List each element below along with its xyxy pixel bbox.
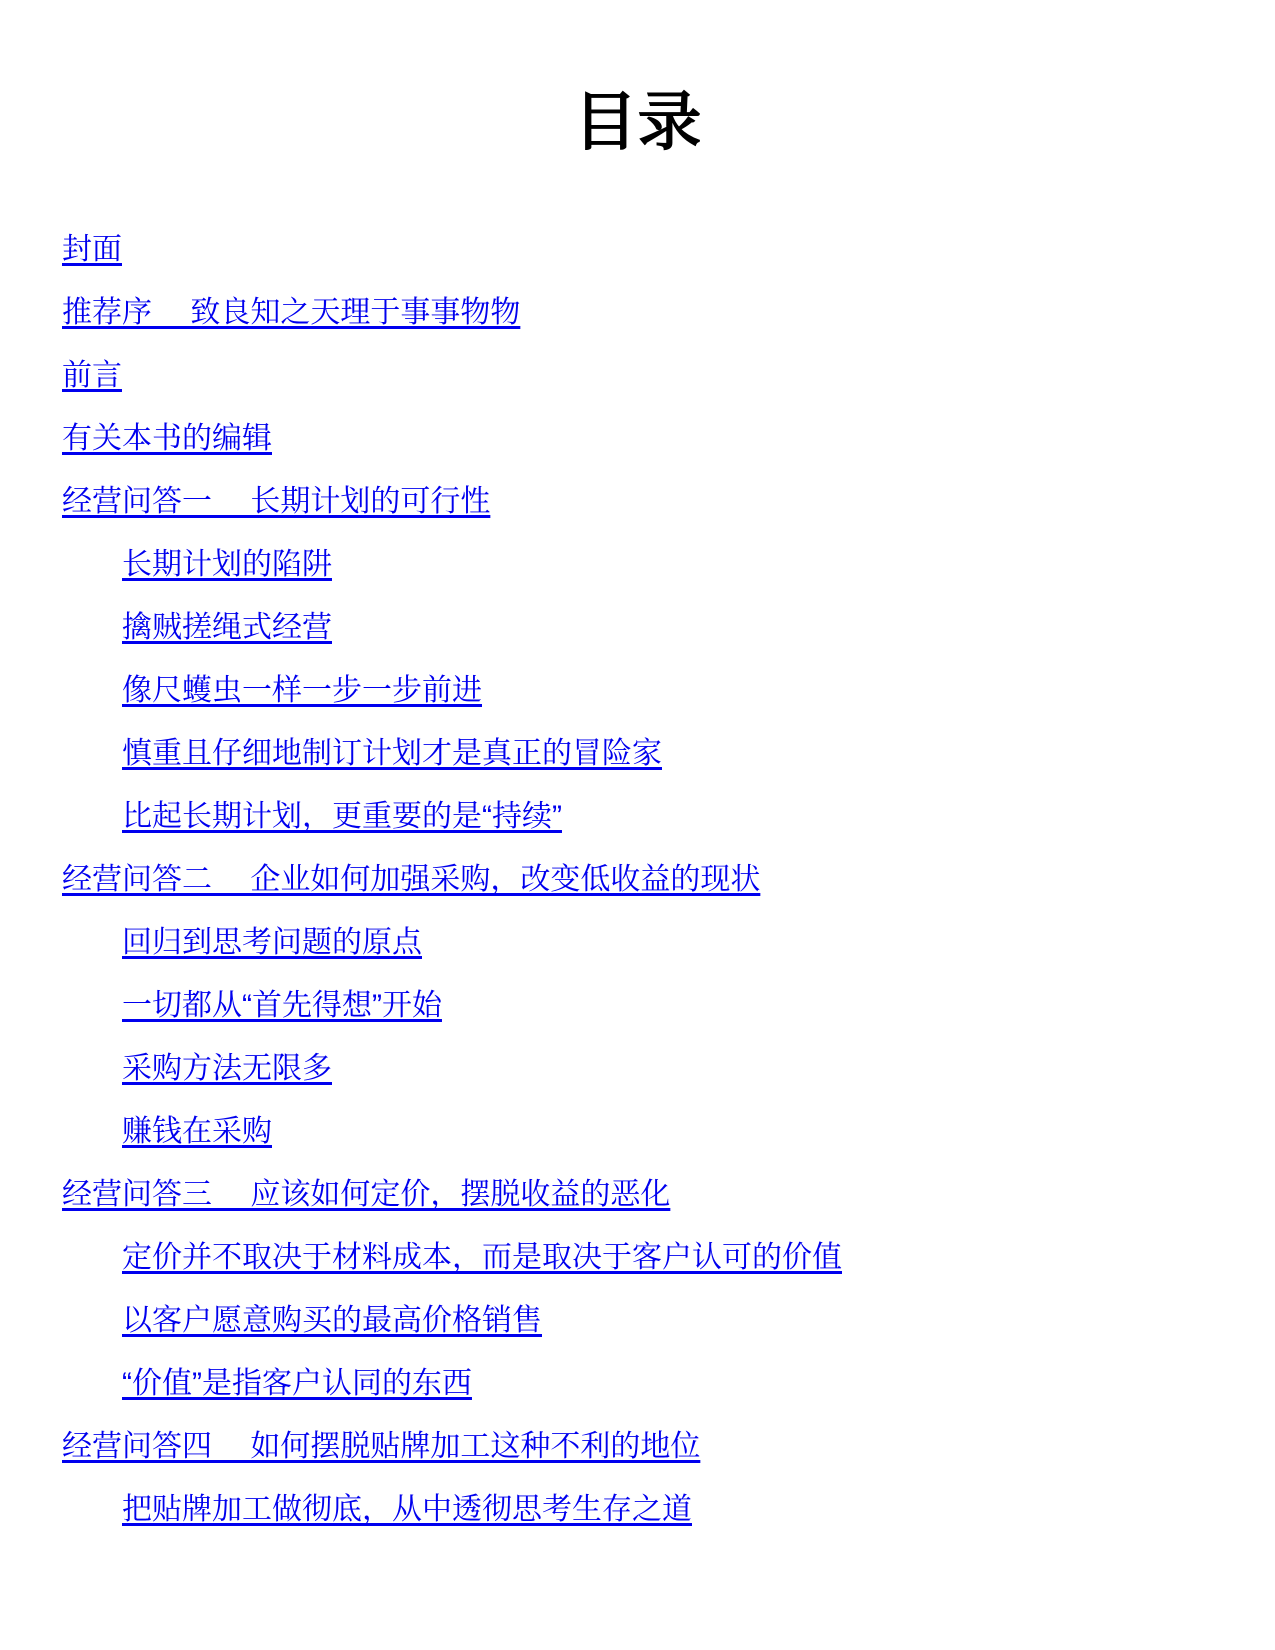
toc-link[interactable]: 以客户愿意购买的最高价格销售: [122, 1304, 542, 1337]
toc-item: [122, 923, 1275, 963]
toc-item: [122, 797, 1275, 837]
toc-item: [62, 1175, 1275, 1215]
toc-item: [122, 671, 1275, 711]
toc-link[interactable]: 有关本书的编辑: [62, 422, 272, 455]
toc-link[interactable]: 长期计划的陷阱: [122, 548, 332, 581]
toc-link[interactable]: 一切都从“首先得想”开始: [122, 989, 442, 1022]
toc-item: [122, 1301, 1275, 1341]
toc-link[interactable]: 采购方法无限多: [122, 1052, 332, 1085]
toc-item: [62, 860, 1275, 900]
toc-item: [122, 734, 1275, 774]
toc-link[interactable]: 慎重且仔细地制订计划才是真正的冒险家: [122, 737, 662, 770]
toc-link[interactable]: 前言: [62, 359, 122, 392]
toc-item: [62, 230, 1275, 270]
toc-link[interactable]: 推荐序 致良知之天理于事事物物: [62, 296, 521, 329]
toc-item: [122, 1112, 1275, 1152]
toc-link[interactable]: 比起长期计划，更重要的是“持续”: [122, 800, 562, 833]
toc-link[interactable]: 像尺蠖虫一样一步一步前进: [122, 674, 482, 707]
toc-link[interactable]: 经营问答三 应该如何定价，摆脱收益的恶化: [62, 1178, 671, 1211]
toc-item: [122, 545, 1275, 585]
toc-link[interactable]: 经营问答二 企业如何加强采购，改变低收益的现状: [62, 863, 761, 896]
toc-link[interactable]: 经营问答四 如何摆脱贴牌加工这种不利的地位: [62, 1430, 701, 1463]
toc-item: [122, 1364, 1275, 1404]
toc-item: [62, 293, 1275, 333]
toc-item: [122, 1049, 1275, 1089]
toc-item: [122, 1238, 1275, 1278]
toc-item: [122, 608, 1275, 648]
toc-link[interactable]: 擒贼搓绳式经营: [122, 611, 332, 644]
toc-item: [62, 1427, 1275, 1467]
toc-link[interactable]: 回归到思考问题的原点: [122, 926, 422, 959]
toc-link[interactable]: 定价并不取决于材料成本，而是取决于客户认可的价值: [122, 1241, 842, 1274]
toc-item: [62, 482, 1275, 522]
toc-link[interactable]: 把贴牌加工做彻底，从中透彻思考生存之道: [122, 1493, 692, 1526]
toc-link[interactable]: “价值”是指客户认同的东西: [122, 1367, 472, 1400]
toc-item: [62, 419, 1275, 459]
toc-link[interactable]: 赚钱在采购: [122, 1115, 272, 1148]
toc-item: [62, 356, 1275, 396]
toc-link[interactable]: 封面: [62, 233, 122, 266]
toc-link[interactable]: 经营问答一 长期计划的可行性: [62, 485, 491, 518]
page-title: 目录: [573, 86, 702, 158]
table-of-contents: [0, 230, 1275, 1530]
toc-item: [122, 986, 1275, 1026]
toc-item: [122, 1490, 1275, 1530]
